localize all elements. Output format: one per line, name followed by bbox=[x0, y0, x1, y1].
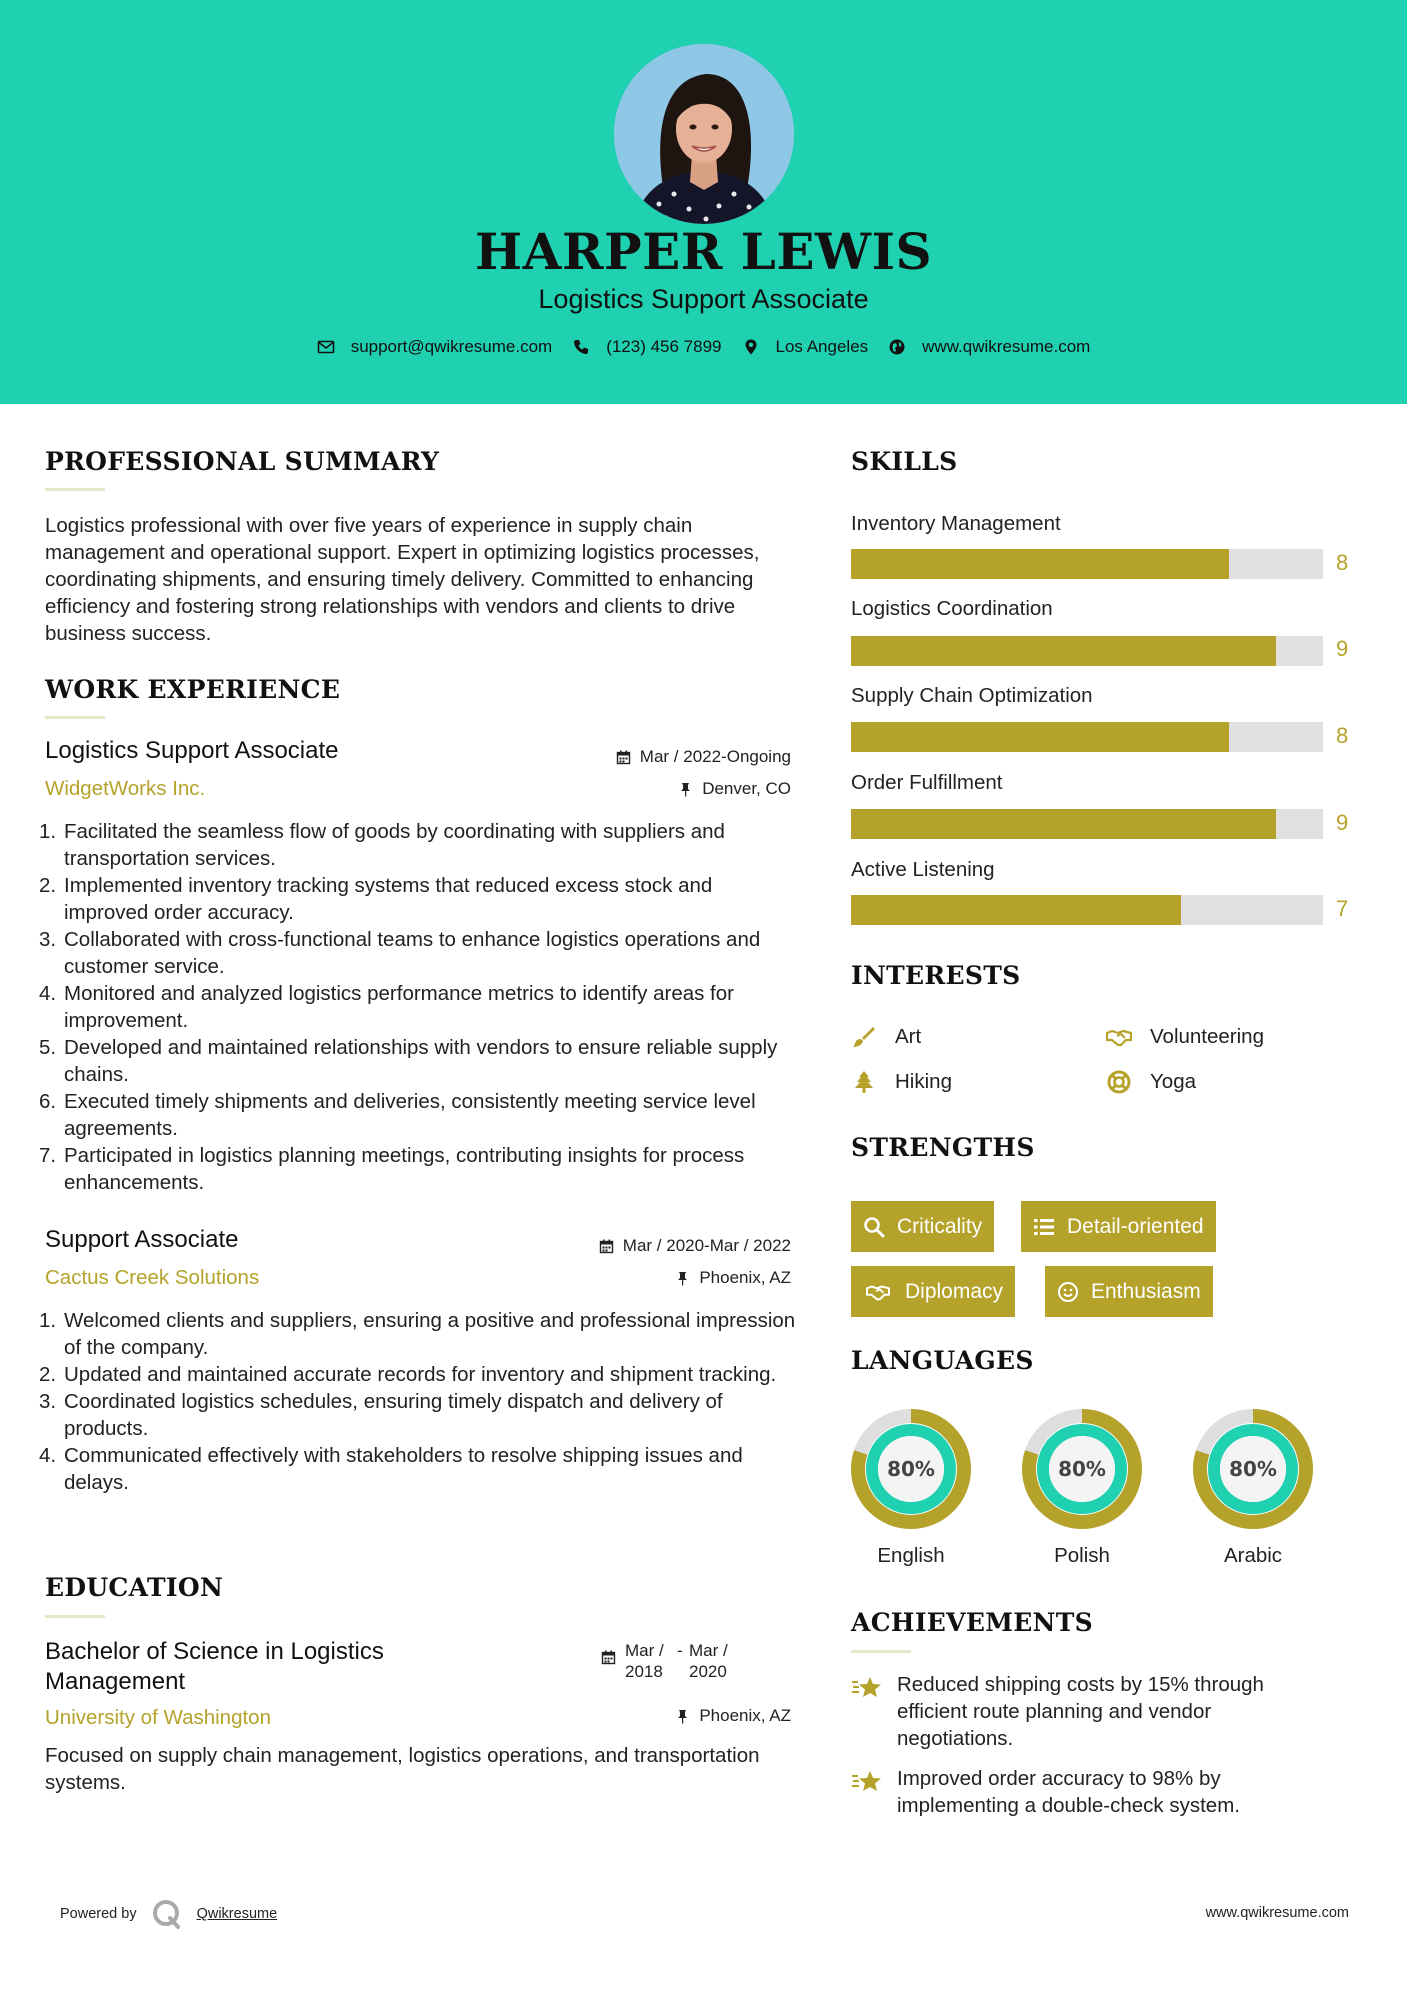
languages-heading: LANGUAGES bbox=[851, 1346, 1034, 1375]
tree-icon bbox=[851, 1070, 877, 1094]
strength-badge bbox=[1021, 1201, 1216, 1252]
contact-email[interactable] bbox=[317, 337, 553, 357]
paintbrush-icon bbox=[851, 1025, 877, 1049]
school-name: University of Washington bbox=[45, 1706, 271, 1729]
footer-website[interactable]: www.qwikresume.com bbox=[1205, 1905, 1349, 1921]
skill-bar-track bbox=[851, 722, 1323, 752]
search-icon bbox=[863, 1216, 885, 1238]
interest-item bbox=[851, 1025, 921, 1049]
duty-item: 4. Communicated effectively with stakeholders to resolve shipping issues and delays. bbox=[39, 1444, 743, 1494]
summary-heading: PROFESSIONAL SUMMARY bbox=[45, 447, 440, 476]
strength-label: Detail-oriented bbox=[1067, 1214, 1204, 1238]
pushpin-icon bbox=[678, 782, 693, 797]
language-name: Arabic bbox=[1223, 1544, 1283, 1567]
education-location-text: Phoenix, AZ bbox=[699, 1706, 791, 1725]
pushpin-icon bbox=[675, 1271, 690, 1286]
contact-location-text: Los Angeles bbox=[775, 337, 869, 356]
education-start-date: Mar / 2018 bbox=[625, 1641, 664, 1681]
skill-value: 7 bbox=[1336, 896, 1349, 921]
globe-icon bbox=[888, 338, 906, 356]
duty-item: 1. Welcomed clients and suppliers, ensuring a positive and professional impression of the company. bbox=[39, 1309, 796, 1359]
summary-heading-rule bbox=[45, 488, 105, 491]
job-company: Cactus Creek Solutions bbox=[45, 1266, 260, 1289]
skill-value: 9 bbox=[1336, 810, 1349, 835]
contact-website[interactable] bbox=[888, 337, 1090, 357]
interest-label: Hiking bbox=[895, 1070, 952, 1093]
strength-label: Diplomacy bbox=[905, 1279, 1004, 1303]
profile-photo bbox=[614, 44, 794, 224]
candidate-name: HARPER LEWIS bbox=[474, 222, 933, 281]
skill-value: 8 bbox=[1336, 550, 1349, 575]
skill-label: Active Listening bbox=[851, 858, 995, 881]
experience-heading-rule bbox=[45, 716, 105, 719]
job-title: Support Associate bbox=[45, 1226, 239, 1253]
skill-bar-track bbox=[851, 809, 1323, 839]
experience-heading: WORK EXPERIENCE bbox=[45, 675, 341, 704]
education-description: Focused on supply chain management, logistics operations, and transportation systems. bbox=[45, 1744, 760, 1794]
job-location-text: Phoenix, AZ bbox=[699, 1268, 791, 1287]
job-title: Logistics Support Associate bbox=[45, 737, 339, 764]
job-dates-text: Mar / 2022-Ongoing bbox=[639, 747, 791, 766]
duty-item: 4. Monitored and analyzed logistics performance metrics to identify areas for improvement. bbox=[39, 982, 734, 1032]
skill-label: Supply Chain Optimization bbox=[851, 684, 1093, 707]
duty-item: 2. Implemented inventory tracking systems that reduced excess stock and improved order accuracy. bbox=[39, 874, 713, 924]
powered-by-label: Powered by bbox=[60, 1906, 137, 1922]
skill-bar-track bbox=[851, 549, 1323, 579]
skill-bar-track bbox=[851, 636, 1323, 666]
handshake-icon bbox=[1106, 1025, 1132, 1049]
strength-badge bbox=[851, 1266, 1015, 1317]
interest-label: Yoga bbox=[1150, 1070, 1196, 1093]
star-award-icon bbox=[851, 1767, 883, 1797]
duty-item: 2. Updated and maintained accurate records for inventory and shipment tracking. bbox=[39, 1363, 777, 1386]
skill-label: Order Fulfillment bbox=[851, 771, 1003, 794]
strength-badge bbox=[851, 1201, 994, 1252]
contact-website-text: www.qwikresume.com bbox=[922, 337, 1091, 356]
language-percent: 80% bbox=[1058, 1457, 1106, 1481]
skill-bar-fill bbox=[851, 809, 1276, 839]
contact-phone[interactable] bbox=[572, 337, 721, 357]
skill-label: Inventory Management bbox=[851, 512, 1061, 535]
date-separator: - bbox=[677, 1641, 683, 1660]
interest-label: Volunteering bbox=[1150, 1025, 1264, 1048]
language-donut bbox=[850, 1408, 972, 1530]
duty-item: 3. Collaborated with cross-functional teams to enhance logistics operations and customer service. bbox=[39, 928, 761, 978]
interests-heading: INTERESTS bbox=[851, 961, 1021, 990]
job-duties-list bbox=[39, 818, 799, 1196]
job-company: WidgetWorks Inc. bbox=[45, 777, 206, 800]
achievement-text: Improved order accuracy to 98% by implementing a double-check system. bbox=[897, 1767, 1240, 1817]
strength-badge bbox=[1045, 1266, 1213, 1317]
skill-value: 8 bbox=[1336, 723, 1349, 748]
achievement-item bbox=[851, 1671, 1331, 1752]
star-award-icon bbox=[851, 1673, 883, 1703]
strength-label: Enthusiasm bbox=[1091, 1279, 1201, 1303]
achievements-heading: ACHIEVEMENTS bbox=[851, 1608, 1093, 1637]
map-marker-icon bbox=[742, 338, 760, 356]
skill-label: Logistics Coordination bbox=[851, 597, 1053, 620]
language-donut bbox=[1021, 1408, 1143, 1530]
interest-label: Art bbox=[895, 1025, 922, 1048]
skills-heading: SKILLS bbox=[851, 447, 958, 476]
job-dates-text: Mar / 2020-Mar / 2022 bbox=[622, 1236, 791, 1255]
contact-email-text: support@qwikresume.com bbox=[350, 337, 553, 356]
job-dates bbox=[599, 1236, 791, 1256]
language-item bbox=[850, 1408, 972, 1567]
job-location bbox=[675, 1268, 791, 1288]
degree-title: Bachelor of Science in Logistics Management bbox=[45, 1638, 384, 1695]
language-percent: 80% bbox=[887, 1457, 935, 1481]
strength-label: Criticality bbox=[897, 1214, 983, 1238]
achievement-text: Reduced shipping costs by 15% through efficient route planning and vendor negotiations. bbox=[897, 1673, 1264, 1750]
strengths-heading: STRENGTHS bbox=[851, 1133, 1035, 1162]
achievement-item bbox=[851, 1765, 1331, 1819]
language-item bbox=[1192, 1408, 1314, 1567]
calendar-icon bbox=[601, 1650, 616, 1665]
skill-bar-fill bbox=[851, 549, 1229, 579]
language-item bbox=[1021, 1408, 1143, 1567]
candidate-headline: Logistics Support Associate bbox=[538, 284, 869, 314]
skill-bar-fill bbox=[851, 895, 1181, 925]
education-dates bbox=[601, 1640, 741, 1682]
language-donut bbox=[1192, 1408, 1314, 1530]
duty-item: 7. Participated in logistics planning meetings, contributing insights for process enhancements. bbox=[39, 1144, 745, 1194]
calendar-icon bbox=[616, 750, 631, 765]
interest-item bbox=[1106, 1070, 1196, 1094]
achievements-heading-rule bbox=[851, 1650, 911, 1653]
skill-bar-track bbox=[851, 895, 1323, 925]
footer-powered-by bbox=[60, 1898, 277, 1930]
education-heading-rule bbox=[45, 1615, 105, 1618]
duty-item: 3. Coordinated logistics schedules, ensuring timely dispatch and delivery of products. bbox=[39, 1390, 723, 1440]
smile-icon bbox=[1057, 1281, 1079, 1303]
duty-item: 5. Developed and maintained relationships with vendors to ensure reliable supply chains. bbox=[39, 1036, 778, 1086]
list-icon bbox=[1033, 1216, 1055, 1238]
education-location bbox=[675, 1706, 791, 1726]
pushpin-icon bbox=[675, 1709, 690, 1724]
contact-location bbox=[742, 337, 869, 357]
contact-bar bbox=[0, 337, 1407, 357]
language-name: Polish bbox=[1054, 1544, 1110, 1567]
interest-item bbox=[851, 1070, 952, 1094]
handshake-icon bbox=[863, 1281, 893, 1303]
language-percent: 80% bbox=[1229, 1457, 1277, 1481]
skill-bar-fill bbox=[851, 636, 1276, 666]
envelope-icon bbox=[317, 338, 335, 356]
lifebuoy-icon bbox=[1106, 1070, 1132, 1094]
summary-text: Logistics professional with over five years of experience in supply chain management and operational support. Expert in optimizing logistics processes, coordinating shipments, and ensuring timely delivery. Committed to enhancing efficiency and fostering strong relationships with vendors and clients to drive business success. bbox=[45, 514, 760, 645]
brand-link[interactable]: Qwikresume bbox=[196, 1906, 278, 1922]
phone-icon bbox=[572, 338, 590, 356]
resume-header bbox=[0, 0, 1407, 404]
job-location-text: Denver, CO bbox=[702, 779, 791, 798]
job-dates bbox=[616, 747, 791, 767]
job-location bbox=[678, 779, 791, 799]
interest-item bbox=[1106, 1025, 1264, 1049]
calendar-icon bbox=[599, 1239, 614, 1254]
contact-phone-text: (123) 456 7899 bbox=[606, 337, 722, 356]
language-name: English bbox=[877, 1544, 945, 1567]
skill-bar-fill bbox=[851, 722, 1229, 752]
qwikresume-logo-icon bbox=[151, 1898, 183, 1930]
education-end-date: Mar / 2020 bbox=[689, 1641, 728, 1681]
skill-value: 9 bbox=[1336, 636, 1349, 661]
duty-item: 1. Facilitated the seamless flow of goods by coordinating with suppliers and transportation services. bbox=[39, 820, 725, 870]
duty-item: 6. Executed timely shipments and deliveries, consistently meeting service level agreements. bbox=[39, 1090, 756, 1140]
job-duties-list bbox=[39, 1307, 799, 1496]
education-heading: EDUCATION bbox=[45, 1573, 224, 1602]
